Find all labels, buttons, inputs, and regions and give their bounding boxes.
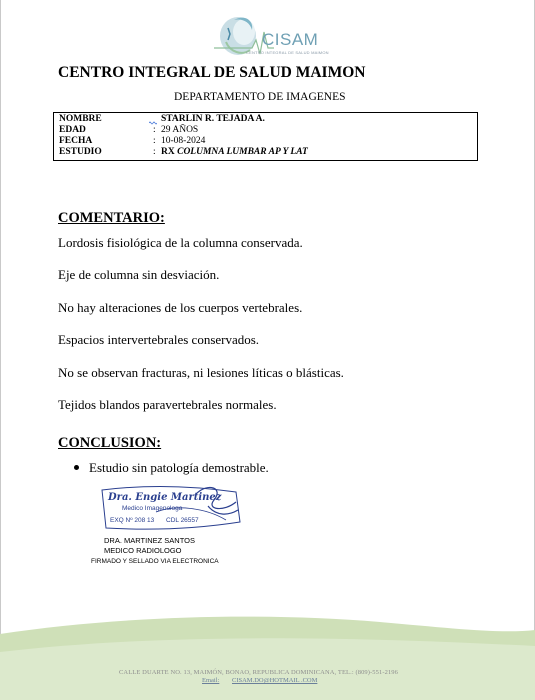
conclusion-item: Estudio sin patología demostrable. (89, 460, 269, 475)
footer-email-link[interactable]: CISAM.DO@HOTMAIL .COM (232, 677, 318, 684)
signature-note: FIRMADO Y SELLADO VIA ELECTRONICA (91, 558, 219, 565)
signer-title: MEDICO RADIOLOGO (104, 546, 182, 555)
info-row-estudio (59, 147, 477, 158)
info-label: EDAD (59, 125, 86, 135)
signature-stamp (96, 482, 246, 534)
bullet-icon (74, 465, 79, 470)
info-value: 29 AÑOS (161, 125, 199, 135)
comment-line: Eje de columna sin desviación. (58, 267, 220, 282)
department-title: DEPARTAMENTO DE IMAGENES (174, 91, 346, 103)
stamp-cmd: CDL 26557 (166, 517, 199, 524)
comment-line: No se observan fracturas, ni lesiones líticas o blásticas. (58, 365, 344, 380)
info-colon: : (153, 125, 156, 135)
info-value: STARLIN R. TEJADA A. (161, 114, 265, 124)
stamp-exq: EXQ Nº 208 13 (110, 517, 155, 524)
comment-line: Lordosis fisiológica de la columna conservada. (58, 235, 303, 250)
info-label: NOMBRE (59, 114, 102, 124)
footer-address: CALLE DUARTE NO. 13, MAIMÓN, BONAO, REPUBLICA DOMINICANA, TEL.: (809)-551-2196 (119, 669, 399, 676)
footer-email-label: Email: (202, 677, 220, 684)
conclusion-heading: CONCLUSION: (58, 435, 162, 451)
info-row-edad (59, 125, 477, 136)
info-colon: : (153, 147, 156, 157)
logo-text: CISAM (262, 30, 319, 49)
logo-subtext: CENTRO INTEGRAL DE SALUD MAIMON (246, 50, 329, 55)
stamp-title: Medico Imagenologa (122, 505, 183, 512)
info-colon: : (153, 136, 156, 146)
info-value: 10-08-2024 (161, 136, 206, 146)
patient-info-box (53, 112, 478, 161)
info-label: FECHA (59, 136, 93, 146)
comment-line: Tejidos blandos paravertebrales normales. (58, 397, 277, 412)
info-value (161, 147, 308, 158)
info-row-fecha (59, 136, 477, 147)
info-row-nombre (59, 114, 477, 125)
comment-line: No hay alteraciones de los cuerpos vertebrales. (58, 300, 303, 315)
signer-name: DRA. MARTINEZ SANTOS (104, 536, 195, 545)
comment-line: Espacios intervertebrales conservados. (58, 332, 260, 347)
study-description: COLUMNA LUMBAR AP Y LAT (177, 147, 308, 157)
footer-wave (0, 612, 535, 700)
info-label: ESTUDIO (59, 147, 102, 157)
stamp-name: Dra. Engie Martinez (108, 492, 222, 503)
study-type: RX (161, 147, 175, 157)
comment-heading: COMENTARIO: (58, 210, 165, 226)
document-title: CENTRO INTEGRAL DE SALUD MAIMON (58, 64, 366, 81)
